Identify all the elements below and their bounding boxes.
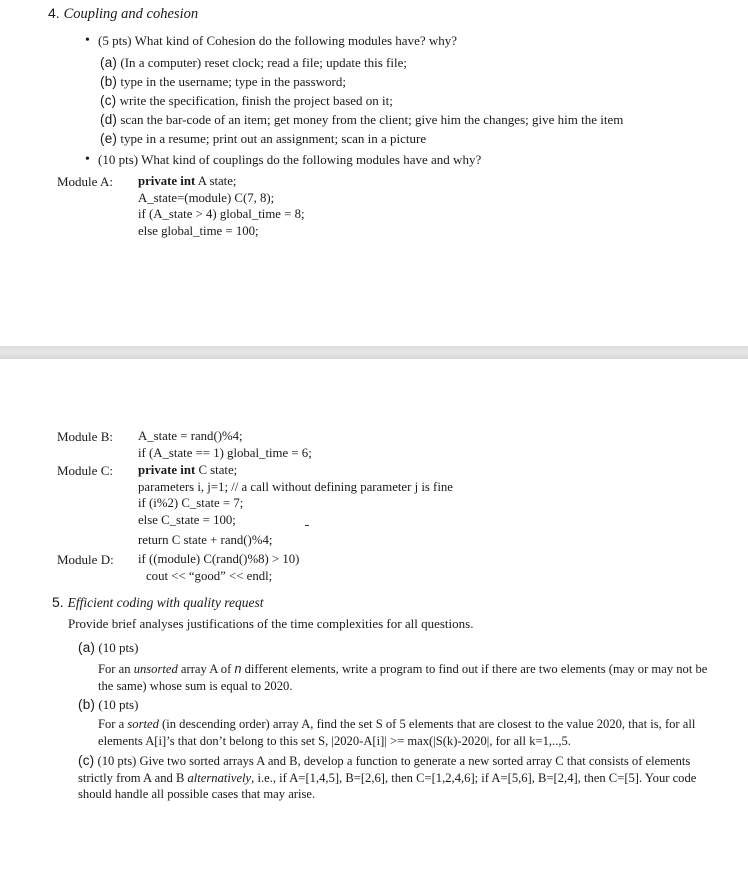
question-4-heading [48, 5, 198, 23]
coupling-question-text: What kind of couplings do the following modules have and why? [141, 152, 482, 167]
question-5-title: Efficient coding with quality request [67, 595, 264, 610]
cohesion-item-label: (d) [100, 112, 118, 127]
question-5-number: 5. [52, 594, 64, 610]
module-d-line-2: cout << “good” << endl; [146, 568, 273, 583]
question-4-number: 4. [48, 5, 60, 21]
coupling-question [98, 152, 481, 168]
module-d-label: Module D: [57, 552, 114, 567]
page-break [0, 346, 748, 359]
cohesion-item-text: type in a resume; print out an assignment; scan in a picture [120, 131, 427, 146]
module-c-label: Module C: [57, 463, 113, 478]
module-c-line-4: else C_state = 100; [138, 512, 236, 527]
module-b-code [138, 428, 312, 461]
module-d-line-1: if ((module) C(rand()%8) > 10) [138, 552, 300, 566]
module-c-line-1: private int C state; [138, 463, 238, 477]
cohesion-points: (5 pts) [98, 33, 132, 48]
question-5-intro: Provide brief analyses justifications of the time complexities for all questions. [68, 616, 474, 631]
cohesion-item-a [100, 55, 407, 71]
stray-mark [305, 525, 309, 526]
module-c-line-2: parameters i, j=1; // a call without defining parameter j is fine [138, 479, 453, 494]
part-c-label: (c) [78, 753, 95, 768]
module-c-line-3: if (i%2) C_state = 7; [138, 496, 244, 510]
module-a-code [138, 173, 305, 239]
module-b-label: Module B: [57, 429, 113, 444]
part-b-label: (b) [78, 697, 96, 712]
cohesion-item-label: (e) [100, 131, 118, 146]
module-b-line-1: A_state = rand()%4; [138, 429, 243, 443]
module-a-line-3: if (A_state > 4) global_time = 8; [138, 207, 305, 221]
cohesion-item-e [100, 131, 426, 147]
module-b-line-2: if (A_state == 1) global_time = 6; [138, 445, 312, 460]
cohesion-item-c [100, 93, 393, 109]
cohesion-item-text: (In a computer) reset clock; read a file; update this file; [120, 55, 407, 70]
module-a-line-1: private int A state; [138, 174, 237, 188]
part-b-text: For a sorted (in descending order) array A, find the set S of 5 elements that are closest to the value 2020, that is, for all elements A[i]’s that don’t belong to this set S, |2020-A[i]| >= max(|S(k)-2020|, for all k=1,..,5. [98, 717, 696, 748]
cohesion-question [98, 33, 457, 49]
module-a-line-4: else global_time = 100; [138, 223, 259, 238]
part-b-points: (10 pts) [98, 697, 139, 712]
module-a-label: Module A: [57, 174, 113, 189]
cohesion-item-d [100, 112, 623, 128]
module-d-code [138, 551, 299, 584]
cohesion-item-label: (a) [100, 55, 118, 70]
question-5-heading [52, 594, 264, 611]
part-c-text: (c) (10 pts) Give two sorted arrays A and B, develop a function to generate a new sorted array C that consists of elements strictly from A and B alternatively, i.e., if A=[1,4,5], B=[2,6], then C=[1,2,4,6]; if A=[5,6], B=[2,4], then C=[5]. Your code should handle all possible cases that may arise. [78, 753, 697, 801]
part-b-header [78, 697, 138, 713]
cohesion-question-text: What kind of Cohesion do the following modules have? why? [134, 33, 458, 48]
module-c-line-5: return C state + rand()%4; [138, 533, 273, 547]
page-bottom [0, 359, 748, 871]
cohesion-item-text: scan the bar-code of an item; get money from the client; give him the changes; give him the item [120, 112, 624, 127]
part-a-points: (10 pts) [98, 640, 139, 655]
cohesion-item-label: (c) [100, 93, 117, 108]
part-a-text: For an unsorted array A of n different elements, write a program to find out if there are two elements (may or may not be the same) whose sum is equal to 2020. [98, 662, 708, 693]
cohesion-item-b [100, 74, 346, 90]
coupling-points: (10 pts) [98, 152, 139, 167]
cohesion-item-text: write the specification, finish the project based on it; [119, 93, 393, 108]
part-a-header [78, 640, 138, 656]
question-4-title: Coupling and cohesion [63, 6, 199, 22]
cohesion-item-text: type in the username; type in the password; [120, 74, 346, 89]
cohesion-item-label: (b) [100, 74, 118, 89]
page-top [0, 0, 748, 346]
module-c-code [138, 462, 453, 549]
part-a-label: (a) [78, 640, 96, 655]
module-a-line-2: A_state=(module) C(7, 8); [138, 190, 275, 205]
